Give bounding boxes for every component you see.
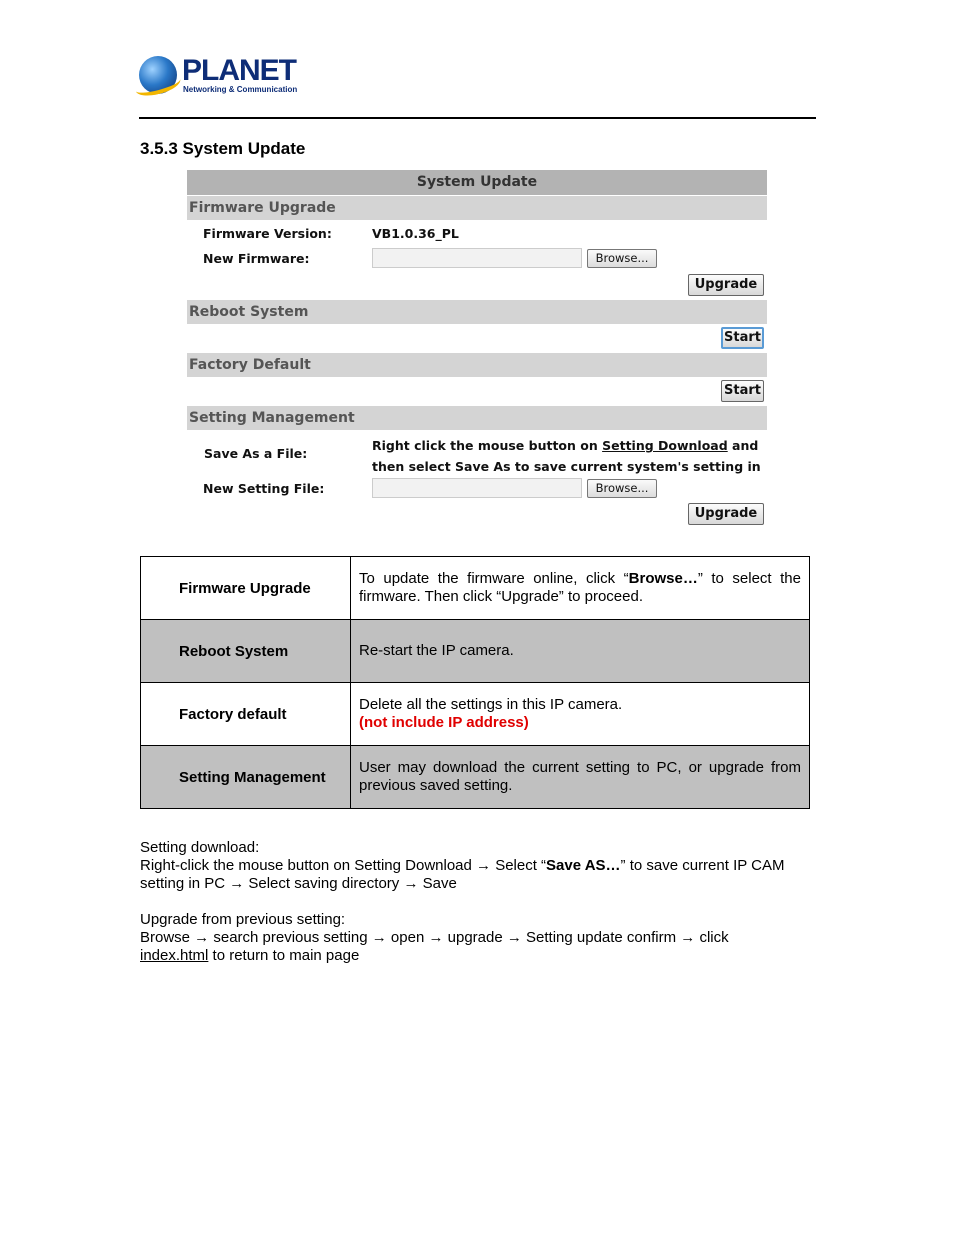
row-value (351, 557, 810, 620)
brand-tagline: Networking & Communication (183, 85, 298, 94)
new-firmware-input[interactable] (372, 248, 582, 268)
note-text-end: and then select Save As to save current system's setting in (372, 438, 761, 474)
text-bold: Save AS… (546, 857, 621, 874)
system-update-panel (187, 170, 767, 530)
row-value: Re-start the IP camera. (351, 620, 810, 683)
text: ” to save current IP CAM (620, 857, 785, 874)
reboot-start-button[interactable]: Start (721, 327, 764, 349)
panel-title: System Update (187, 170, 767, 195)
firmware-browse-button[interactable]: Browse... (587, 249, 657, 268)
save-as-file-label: Save As a File: (204, 446, 308, 461)
firmware-upgrade-header: Firmware Upgrade (187, 196, 767, 220)
firmware-upgrade-button[interactable]: Upgrade (688, 274, 764, 296)
brand-name: PLANET (182, 54, 296, 87)
factory-default-header: Factory Default (187, 353, 767, 377)
upgrade-previous-title: Upgrade from previous setting: (140, 911, 346, 928)
reboot-system-header: Reboot System (187, 300, 767, 324)
factory-start-button[interactable]: Start (721, 380, 764, 402)
table-row (141, 746, 810, 809)
value-text: Delete all the settings in this IP camera. (359, 696, 623, 713)
row-value: User may download the current setting to PC, or upgrade from previous saved setting. (351, 746, 810, 809)
setting-download-title: Setting download: (140, 839, 260, 856)
setting-download-line1 (140, 857, 784, 875)
setting-download-line2: setting in PC → Select saving directory → Save (140, 875, 457, 892)
firmware-version-value: VB1.0.36_PL (372, 226, 459, 241)
text: to return to main page (208, 947, 360, 964)
table-row (141, 683, 810, 746)
value-text: To update the firmware online, click “ (359, 570, 629, 587)
table-row (141, 620, 810, 683)
table-row (141, 557, 810, 620)
setting-upgrade-button[interactable]: Upgrade (688, 503, 764, 525)
header-divider (139, 117, 816, 119)
text: Right-click the mouse button on Setting Download → Select “ (140, 857, 547, 874)
upgrade-previous-line1: Browse → search previous setting → open → upgrade → Setting update confirm → click (140, 929, 729, 946)
row-key: Reboot System (141, 620, 351, 683)
new-firmware-label: New Firmware: (203, 251, 310, 266)
section-title: 3.5.3 System Update (140, 139, 306, 158)
upgrade-previous-line2 (140, 947, 359, 965)
row-value (351, 683, 810, 746)
setting-download-link[interactable]: Setting Download (602, 438, 728, 453)
setting-management-header: Setting Management (187, 406, 767, 430)
note-text-start: Right click the mouse button on (372, 438, 603, 453)
planet-logo (139, 54, 299, 98)
row-key: Firmware Upgrade (141, 557, 351, 620)
index-html-link[interactable]: index.html (140, 947, 209, 964)
row-key: Factory default (141, 683, 351, 746)
value-text: ” to select the firmware. Then click “Upgrade” to proceed. (359, 570, 801, 605)
setting-browse-button[interactable]: Browse... (587, 479, 657, 498)
firmware-version-label: Firmware Version: (203, 226, 332, 241)
value-note: (not include IP address) (359, 714, 529, 731)
value-bold: Browse… (628, 570, 698, 587)
row-key: Setting Management (141, 746, 351, 809)
description-table (140, 556, 810, 809)
new-setting-file-label: New Setting File: (203, 481, 325, 496)
new-setting-file-input[interactable] (372, 478, 582, 498)
